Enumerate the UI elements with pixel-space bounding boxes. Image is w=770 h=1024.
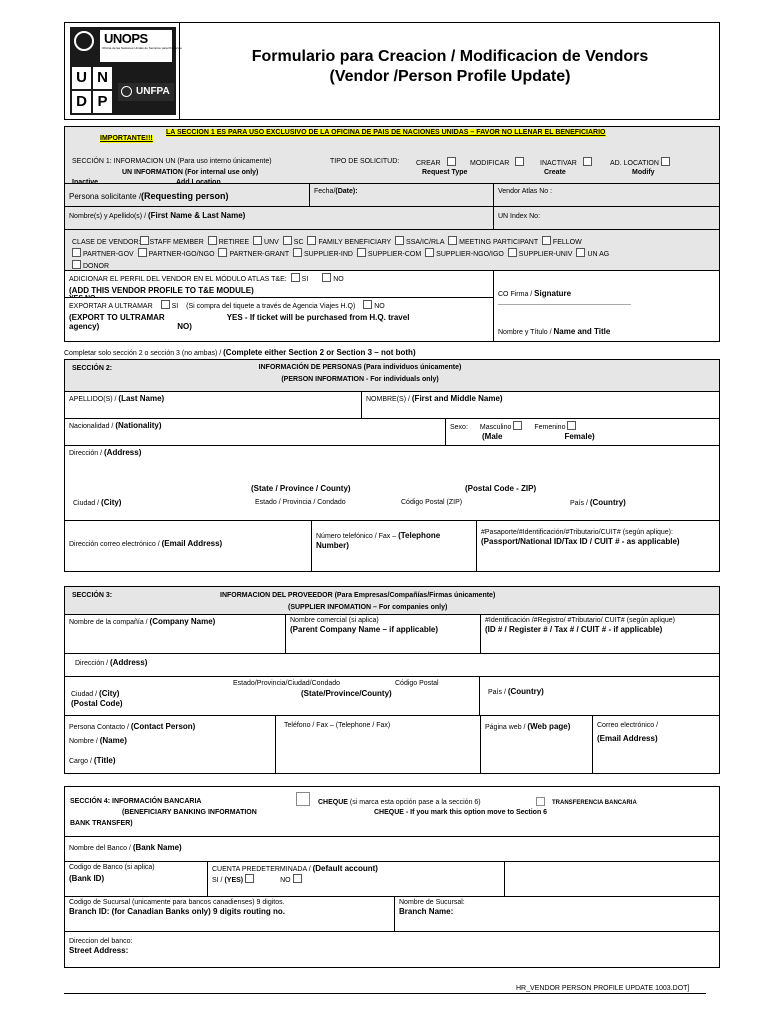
bank-name-cell[interactable] [64, 836, 720, 862]
s2-label: SECCIÓN 2: [72, 365, 113, 372]
co-sig-es: CO Firma / [498, 291, 535, 298]
company-state-es: Estado/Provincia/Ciudad/Condado [233, 680, 341, 687]
bank-code-es: Codigo de Banco (si aplica) [69, 864, 155, 871]
default-no-checkbox[interactable] [293, 874, 302, 883]
vendor-atlas-cell[interactable] [493, 183, 720, 207]
female-checkbox[interactable] [567, 421, 576, 430]
requesting-person-cell[interactable] [64, 183, 310, 207]
vendor-class: UN AG [587, 251, 610, 258]
si-label: SI [301, 276, 309, 283]
sex-en [482, 432, 715, 441]
opt-modify-en: Modify [632, 169, 655, 176]
names-label: Nombre(s) y Apellido(s) / [69, 213, 148, 220]
state-en: (State / Province / County) [251, 484, 351, 493]
s4-title-en: (BENEFICIARY BANKING INFORMATION [122, 809, 257, 816]
vendor-atlas-label: Vendor Atlas No : [498, 188, 553, 195]
contact-es: Persona Contacto / [69, 724, 131, 731]
company-city-cell[interactable] [64, 676, 480, 716]
company-address-en: (Address) [110, 658, 148, 667]
cheque-en: CHEQUE - If you mark this option move to Section 6 [374, 809, 548, 816]
unfpa-emblem-icon [121, 86, 132, 97]
default-acct-es: CUENTA PREDETERMINADA / [212, 866, 313, 873]
s4-title-es: SECCIÓN 4: INFORMACIÓN BANCARIA [70, 798, 202, 805]
phone-es: Número telefónico / Fax – [316, 533, 399, 540]
nationality-en: (Nationality) [115, 421, 162, 430]
sex-row [450, 421, 715, 432]
complete-note [64, 348, 416, 358]
vendor-class: FELLOW [552, 239, 582, 246]
company-cell[interactable] [64, 614, 286, 654]
postal-en: (Postal Code - ZIP) [465, 484, 537, 493]
bank-id-cell[interactable] [64, 861, 208, 897]
first-name-en: (First and Middle Name) [411, 394, 503, 403]
unops-logo [100, 30, 182, 62]
vendor-class: RETIREE [218, 239, 250, 246]
default-account-options [212, 874, 500, 885]
address-es: Dirección / [69, 450, 105, 457]
branch-code-es: Codigo de Sucursal (unicamente para bancos canadienses) 9 digitos. [69, 899, 285, 906]
phone-en: (Telephone [398, 531, 441, 540]
contact-name-en: (Name) [99, 736, 127, 746]
no-label: NO [374, 303, 385, 310]
last-name-en: (Last Name) [118, 394, 165, 403]
export-agency-text: agency) [69, 322, 100, 332]
commercial-en: (Parent Company Name – if applicable) [290, 625, 439, 635]
country-en: (Country) [589, 498, 626, 507]
opt-create-en: Create [544, 169, 566, 176]
add-profile-es: ADICIONAR EL PERFIL DEL VENDOR EN EL MÓDULO ATLAS T&E: [69, 276, 287, 283]
first-name-cell[interactable] [361, 391, 720, 419]
bank-name-es: Nombre del Banco / [69, 845, 133, 852]
s3-label: SECCIÓN 3: [72, 592, 113, 599]
export-cell [64, 297, 494, 342]
last-name-es: APELLIDO(S) / [69, 396, 119, 403]
export-no-text: NO) [177, 322, 192, 332]
checkbox[interactable] [283, 236, 292, 245]
date-cell[interactable] [309, 183, 494, 207]
contact-phone: Teléfono / Fax – (Telephone / Fax) [284, 722, 391, 729]
export-label [69, 300, 489, 311]
undp-letter: P [93, 91, 112, 113]
bank-address-cell[interactable] [64, 931, 720, 968]
bank-name-en: (Bank Name) [132, 843, 182, 852]
branch-id-en: Branch ID: (for Canadian Banks only) 9 digits routing no. [69, 907, 286, 917]
bank-addr-en: Street Address: [69, 946, 129, 956]
logo-block [70, 27, 182, 115]
checkbox[interactable] [395, 236, 404, 245]
names-en: (First Name & Last Name) [147, 211, 246, 220]
add-si-checkbox[interactable] [291, 273, 300, 282]
contact-email-cell[interactable] [592, 715, 720, 774]
phone-cell[interactable] [311, 520, 477, 572]
requesting-person-en: (Requesting person) [141, 191, 229, 201]
postal-es: Código Postal (ZIP) [401, 499, 463, 506]
s2-title-en: (PERSON INFORMATION - For individuals only) [281, 376, 439, 383]
company-postal-en: (Postal Code) [71, 699, 123, 708]
un-index-cell[interactable] [493, 206, 720, 230]
unfpa-text: UNFPA [136, 86, 170, 97]
web-cell[interactable] [480, 715, 593, 774]
checkbox[interactable] [307, 236, 316, 245]
s1-title-es: SECCIÓN 1: INFORMACION UN (Para uso interno únicamente) [72, 158, 272, 165]
important-text: LA SECCION 1 ES PARA USO EXCLUSIVO DE LA OFICINA DE PAIS DE NACIONES UNIDAS – FAVOR NO LLENAR EL BENEFICIARIO [166, 129, 606, 136]
city-es: Ciudad / [73, 500, 102, 507]
company-en: (Company Name) [149, 617, 216, 626]
checkbox[interactable] [253, 236, 262, 245]
complete-note-es: Completar solo sección 2 o sección 3 (no ambas) / [64, 350, 224, 357]
sex-cell [445, 418, 720, 446]
company-state-en: (State/Province/County) [301, 689, 392, 698]
opt-inactive-en: Inactive [72, 179, 99, 186]
company-id-cell[interactable] [480, 614, 720, 654]
footer-rule [64, 993, 706, 994]
important-notice [100, 128, 686, 144]
opt-modificar [470, 157, 526, 168]
company-postal-es: Código Postal [395, 680, 439, 687]
vendor-class: SUPPLIER-IND [303, 251, 353, 258]
contact-person-cell[interactable] [64, 715, 276, 774]
male-label: Masculino [479, 424, 512, 431]
contact-title-es: Cargo / [69, 758, 94, 766]
add-profile-cell [64, 270, 494, 298]
modificar-checkbox[interactable] [515, 157, 524, 166]
checkbox[interactable] [542, 236, 551, 245]
request-type-label: TIPO DE SOLICITUD: [330, 158, 400, 165]
web-label [485, 722, 588, 734]
contact-title-label [69, 756, 271, 766]
checkbox[interactable] [576, 248, 585, 257]
passport-es: #Pasaporte/#Identificación/#Tributario/CUIT# (según aplique): [481, 529, 673, 536]
inactivar-checkbox[interactable] [583, 157, 592, 166]
checkbox[interactable] [425, 248, 434, 257]
opt-crear-label: CREAR [416, 160, 441, 167]
transfer-label: TRANSFERENCIA BANCARIA [552, 800, 637, 806]
export-si-checkbox[interactable] [161, 300, 170, 309]
signature-line: ——————————————————— [498, 301, 631, 309]
contact-phone-cell[interactable] [275, 715, 481, 774]
vendor-class: SUPPLIER-COM [367, 251, 422, 258]
email-en: (Email Address) [161, 539, 223, 548]
vendor-class: PARTNER-GRANT [229, 251, 289, 258]
branch-name-en: Branch Name: [399, 907, 454, 917]
yes-en: (YES) [224, 877, 244, 885]
vendor-class-row [72, 236, 712, 272]
vendor-class: SUPPLIER-UNIV [518, 251, 573, 258]
checkbox[interactable] [357, 248, 366, 257]
cheque-checkbox[interactable] [296, 792, 310, 806]
vendor-class: UNV [264, 239, 279, 246]
state-es: Estado / Provincia / Condado [255, 499, 346, 506]
export-en [69, 313, 489, 322]
checkbox[interactable] [208, 236, 217, 245]
company-country-es: País / [488, 689, 508, 696]
female-en: Female) [564, 432, 595, 442]
address-en: (Address) [104, 448, 142, 457]
branch-name-cell[interactable] [394, 896, 720, 932]
city-label [73, 498, 121, 508]
company-country-en: (Country) [507, 687, 544, 696]
cheque-row [318, 799, 481, 807]
addloc-checkbox[interactable] [661, 157, 670, 166]
web-es: Página web / [485, 724, 528, 731]
passport-cell[interactable] [476, 520, 720, 572]
default-account-label [212, 864, 500, 874]
contact-email-en: (Email Address) [597, 734, 658, 744]
vendor-class: PARTNER-IGO/NGO [148, 251, 215, 258]
company-address-es: Dirección / [75, 660, 111, 667]
s4-title-en2: BANK TRANSFER) [70, 820, 133, 827]
s1-title-en: UN INFORMATION (For internal use only) [122, 169, 259, 176]
opt-crear [416, 157, 458, 168]
name-title-en: Name and Title [553, 327, 611, 337]
no-label: NO [333, 276, 344, 283]
default-account-value-cell[interactable] [504, 861, 720, 897]
address-cell[interactable] [64, 445, 720, 521]
undp-letter: U [72, 67, 91, 89]
checkbox[interactable] [138, 248, 147, 257]
male-en: (Male [482, 432, 503, 442]
contact-email-es: Correo electrónico / [597, 722, 659, 729]
default-account-cell [207, 861, 505, 897]
transfer-checkbox[interactable] [536, 797, 545, 806]
vendor-class: FAMILY BENEFICIARY [318, 239, 392, 246]
checkbox[interactable] [508, 248, 517, 257]
export-en-a: (EXPORT TO ULTRAMAR [69, 313, 165, 323]
nationality-es: Nacionalidad / [69, 423, 116, 430]
un-index-label: UN Index No: [498, 213, 541, 220]
s2-title-es: INFORMACIÓN DE PERSONAS (Para individuos únicamente) [258, 364, 462, 371]
form-title-en: (Vendor /Person Profile Update) [329, 68, 571, 85]
bank-id-en: (Bank ID) [69, 874, 105, 884]
branch-id-cell[interactable] [64, 896, 395, 932]
co-signature-label [498, 289, 715, 299]
commercial-cell[interactable] [285, 614, 481, 654]
checkbox[interactable] [72, 248, 81, 257]
s3-title-es: INFORMACION DEL PROVEEDOR (Para Empresas/Compañías/Firmas únicamente) [220, 592, 496, 599]
date-en: (Date): [335, 188, 358, 195]
vendor-class: STAFF MEMBER [149, 239, 204, 246]
cheque-cond: (si marca esta opción pase a la sección 6) [349, 799, 481, 806]
checkbox[interactable] [218, 248, 227, 257]
export-es: EXPORTAR A ULTRAMAR [69, 303, 153, 310]
vendor-class: MEETING PARTICIPANT [459, 239, 538, 246]
vendor-class: SSA/IC/RLA [406, 239, 445, 246]
s3-title-en: (SUPPLIER INFOMATION – For companies only) [288, 604, 448, 611]
export-cond: (Si compra del tiquete a través de Agencia Viajes H.Q) [186, 303, 356, 310]
web-en: (Web page) [527, 722, 571, 731]
name-title-es: Nombre y Título / [498, 329, 554, 337]
crear-checkbox[interactable] [447, 157, 456, 166]
un-emblem-icon [74, 31, 94, 51]
export-no-checkbox[interactable] [363, 300, 372, 309]
company-city-es: Ciudad / [71, 691, 100, 698]
checkbox[interactable] [72, 260, 81, 269]
company-city-en: (City) [99, 689, 120, 698]
nationality-cell[interactable] [64, 418, 446, 446]
add-no-checkbox[interactable] [322, 273, 331, 282]
country-label [570, 498, 626, 508]
vendor-class-label: CLASE DE VENDOR: [72, 239, 141, 246]
date-label: Fecha/ [314, 188, 336, 195]
request-type-en: Request Type [422, 169, 468, 176]
company-country-cell[interactable] [479, 676, 720, 716]
si-yes-label: SI / [212, 877, 225, 885]
default-yes-checkbox[interactable] [245, 874, 254, 883]
country-es: País / [570, 500, 590, 507]
undp-logo [72, 67, 112, 113]
vendor-class: PARTNER-GOV [83, 251, 134, 258]
male-checkbox[interactable] [513, 421, 522, 430]
id-es: #Identificación /#Registro/ #Tributario/ CUIT# (según aplique) [485, 617, 676, 624]
email-es: Dirección correo electrónico / [69, 541, 162, 548]
checkbox[interactable] [448, 236, 457, 245]
sex-label: Sexo: [450, 424, 468, 431]
opt-inactivar-label: INACTIVAR [540, 160, 577, 167]
default-no-label: NO [280, 877, 291, 885]
contact-en: (Contact Person) [130, 722, 196, 731]
unops-text: UNOPS [104, 31, 148, 46]
si-label: SI [171, 303, 179, 310]
add-profile-label [69, 273, 489, 284]
vendor-class: SUPPLIER-NGO/IGO [436, 251, 504, 258]
cheque-label: CHEQUE [318, 799, 348, 806]
company-address-cell[interactable] [64, 653, 720, 677]
female-label: Femenino [534, 424, 566, 431]
co-signature-cell[interactable] [493, 270, 720, 342]
export-agency [69, 322, 489, 331]
branch-name-es: Nombre de Sucursal: [399, 899, 465, 906]
vendor-class: SC [293, 239, 304, 246]
opt-addloc-label: AD. LOCATION [610, 160, 659, 167]
important-label: IMPORTANTE!!! [100, 135, 153, 142]
opt-addloc [610, 157, 672, 168]
footer-doc-name: HR_VENDOR PERSON PROFILE UPDATE 1003.DOT] [516, 985, 690, 992]
names-cell[interactable] [64, 206, 494, 230]
company-es: Nombre de la compañía / [69, 619, 150, 626]
unfpa-logo [118, 83, 174, 101]
opt-modificar-label: MODIFICAR [470, 160, 510, 167]
opt-inactivar [540, 157, 594, 168]
form-title-es: Formulario para Creacion / Modificacion de Vendors [251, 48, 649, 65]
bank-addr-es: Direccion del banco: [69, 938, 133, 945]
checkbox[interactable] [293, 248, 302, 257]
unops-subtitle: Oficina de las Naciones Unidas de Servicios para Proyectos [102, 45, 182, 50]
contact-title-en: (Title) [93, 756, 116, 766]
city-en: (City) [101, 498, 122, 507]
undp-letter: N [93, 67, 112, 89]
co-sig-en: Signature [534, 289, 572, 298]
add-profile-en: (ADD THIS VENDOR PROFILE TO T&E MODULE) [69, 286, 254, 296]
complete-note-en: (Complete either Section 2 or Section 3 – not both) [223, 348, 416, 357]
name-title-label [498, 327, 715, 337]
last-name-cell[interactable] [64, 391, 362, 419]
opt-addloc-en: Add Location [176, 179, 221, 186]
vendor-class: DONOR [83, 263, 110, 270]
phone-en2: Number) [316, 541, 349, 551]
passport-en: (Passport/National ID/Tax ID / CUIT # - as applicable) [481, 537, 680, 547]
first-name-es: NOMBRE(S) / [366, 396, 412, 403]
export-en-b: YES - If ticket will be purchased from H.Q. travel [226, 313, 410, 323]
requesting-person-label: Persona solicitante / [69, 192, 142, 201]
contact-name-es: Nombre / [69, 738, 100, 746]
commercial-es: Nombre comercial (si aplica) [290, 617, 379, 624]
company-city-label [71, 689, 119, 699]
email-cell[interactable] [64, 520, 312, 572]
contact-person-label [69, 722, 271, 732]
default-acct-en: (Default account) [312, 864, 378, 873]
undp-letter: D [72, 91, 91, 113]
id-en: (ID # / Register # / Tax # / CUIT # - if applicable) [485, 625, 663, 635]
contact-name-label [69, 736, 271, 746]
